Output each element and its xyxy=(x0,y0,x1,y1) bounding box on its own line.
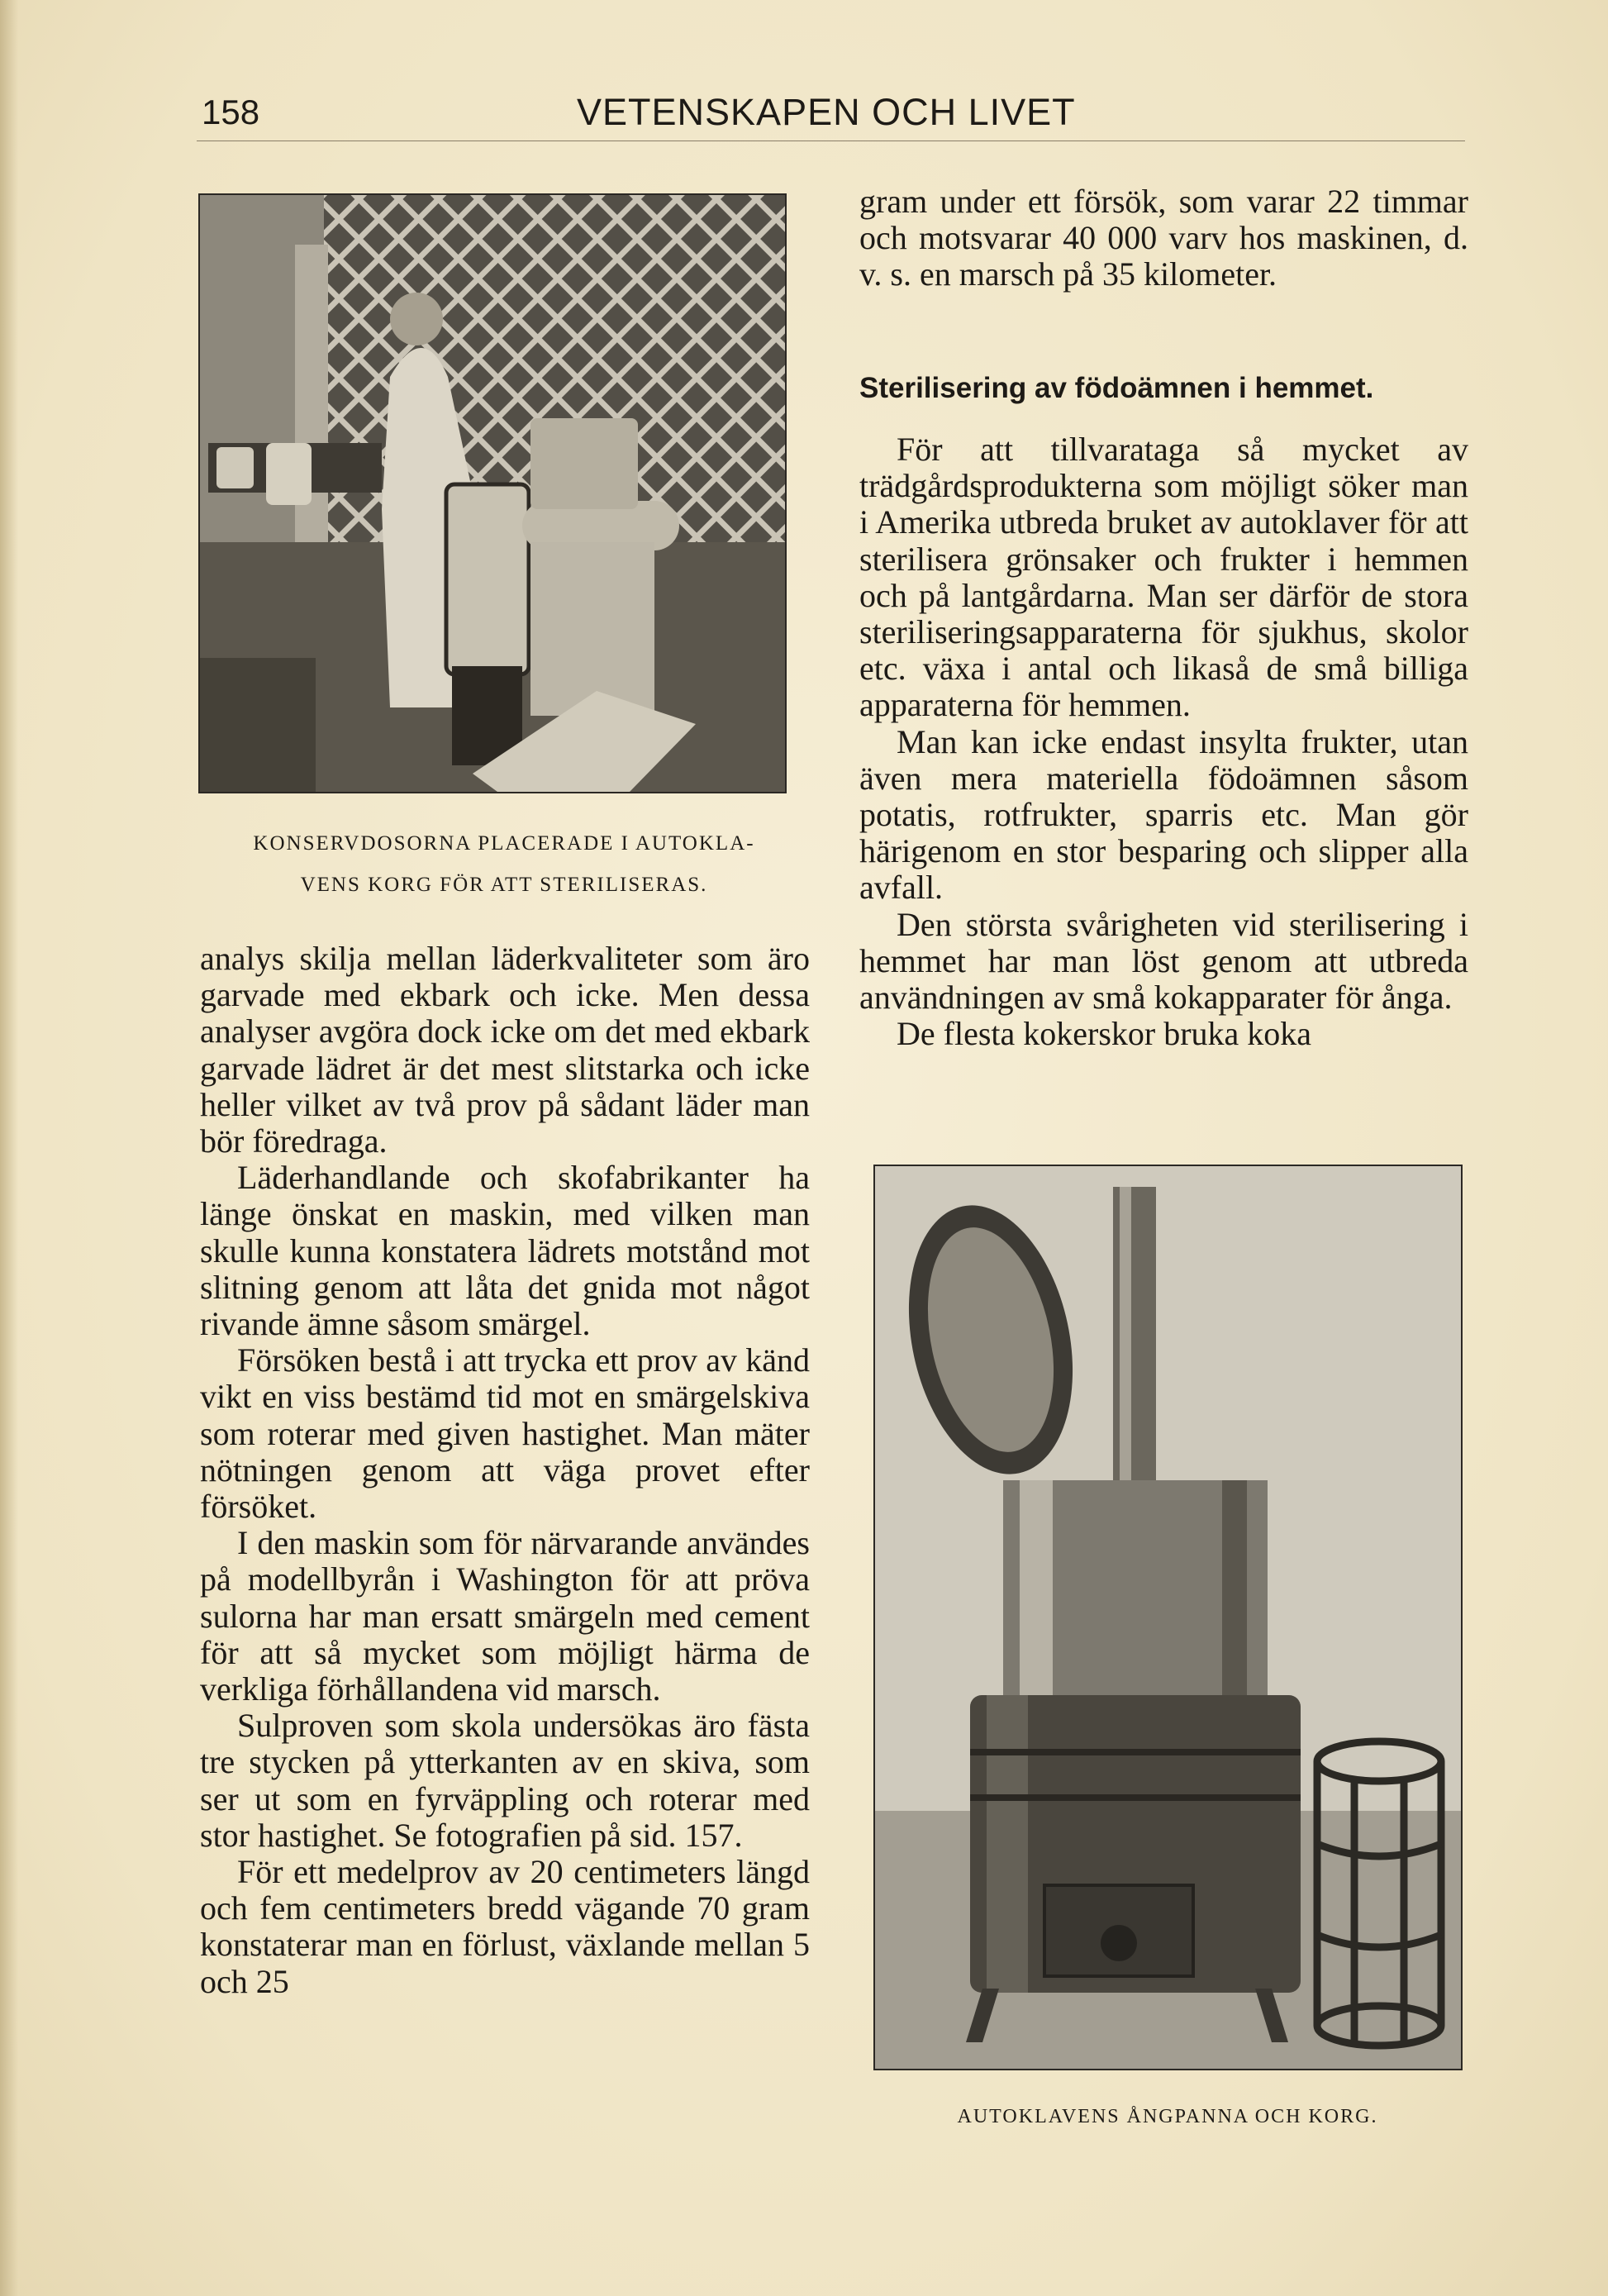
figure-caption-bottom: AUTOKLAVENS ÅNGPANNA OCH KORG. xyxy=(957,2106,1378,2127)
running-header-title: VETENSKAPEN OCH LIVET xyxy=(577,91,1076,133)
paragraph: Den största svårigheten vid sterilisering i hemmet har man löst genom att utbreda användningen av små kokapparater för ånga. xyxy=(859,905,1468,1017)
page-number: 158 xyxy=(202,93,260,131)
caption-line-1: KONSERVDOSORNA PLACERADE I AUTOKLA- xyxy=(253,832,755,855)
paragraph: gram under ett försök, som varar 22 timmar och motsvarar 40 000 varv hos maskinen, d. v. s. en marsch på 35 kilometer. xyxy=(859,183,1468,293)
paragraph: För ett medelprov av 20 centimeters längd och fem centimeters bredd vägande 70 gram konstaterar man en förlust, växlande mellan 5 och 25 xyxy=(200,1853,810,2000)
photo-woman-autoclave xyxy=(198,193,787,793)
paragraph: Försöken bestå i att trycka ett prov av känd vikt en viss bestämd tid mot en smärgelskiva som roterar med given hastighet. Man mäter nötningen genom att väga provet efter försöket. xyxy=(200,1341,810,1526)
section-heading: Sterilisering av födoämnen i hemmet. xyxy=(859,372,1374,404)
right-column-continuation xyxy=(859,183,1468,293)
paragraph: I den maskin som för närvarande användes på modellbyrån i Washington för att pröva sulorna har man ersatt smärgeln med cement för att så mycket som möjligt härma de verkliga förhållandena vid marsch. xyxy=(200,1524,810,1708)
paragraph: Man kan icke endast insylta frukter, utan även mera materiella födoämnen såsom potatis, rotfrukter, sparris etc. Man gör härigenom en stor besparing och slipper alla avfall. xyxy=(859,722,1468,907)
caption-line-2: VENS KORG FÖR ATT STERILISERAS. xyxy=(300,874,708,896)
page-edge-shadow xyxy=(0,0,18,2296)
left-column-text xyxy=(200,941,810,2000)
paragraph: För att tillvarataga så mycket av trädgårdsprodukterna som möjligt söker man i Amerika utbreda bruket av autoklaver för att sterilisera grönsaker och frukter i hemmen och på lantgårdarna. Man ser därför de stora steriliseringsapparaterna för sjukhus, skolor etc. växa i antal och likaså de små billiga apparaterna för hemmen. xyxy=(859,431,1468,724)
figure-caption-top xyxy=(198,823,810,906)
paragraph: Sulproven som skola undersökas äro fästa tre stycken på ytterkanten av en skiva, som ser ut som en fyrväppling och roterar med stor hastighet. Se fotografien på sid. 157. xyxy=(200,1707,810,1854)
right-column-text xyxy=(859,431,1468,1052)
paragraph: Läderhandlande och skofabrikanter ha länge önskat en maskin, med vilken man skulle kunna konstatera lädrets motstånd mot slitning genom att låta det gnida mot något rivande ämne såsom smärgel. xyxy=(200,1159,810,1343)
paragraph: analys skilja mellan läderkvaliteter som äro garvade med ekbark och icke. Men dessa analyser avgöra dock icke om det med ekbark garvade lädret är det mest slitstarka och icke heller vilket av två prov på sådant läder man bör föredraga. xyxy=(200,940,810,1160)
paragraph: De flesta kokerskor bruka koka xyxy=(897,1015,1312,1053)
photo-autoclave-boiler-basket xyxy=(873,1165,1463,2070)
